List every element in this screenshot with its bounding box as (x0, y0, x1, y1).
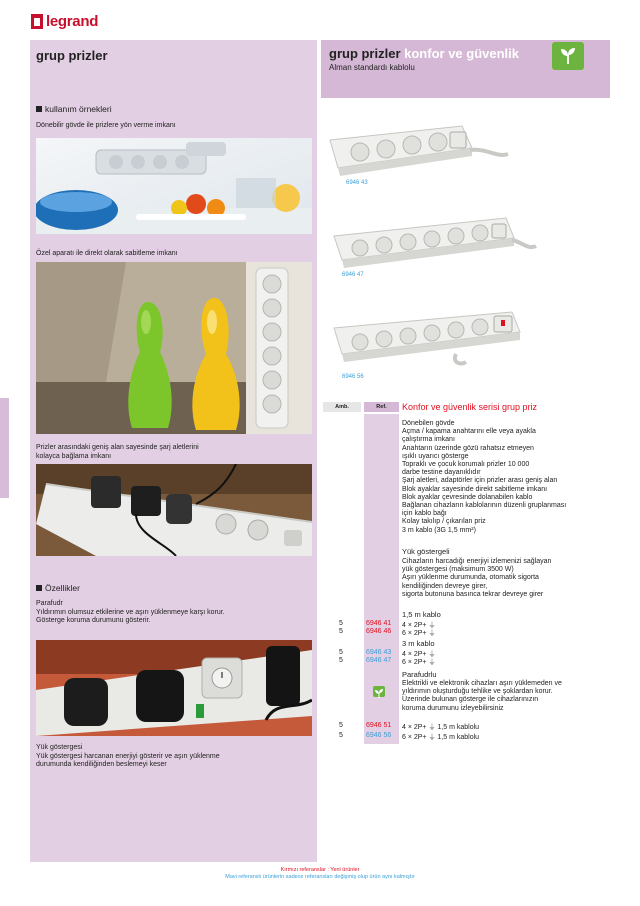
bullet-square-icon (36, 106, 42, 112)
desc-line: Blok ayaklar sayesinde direkt sabitleme imkanı (402, 485, 548, 493)
load-line: sigorta butonuna basınca tekrar devreye girer (402, 590, 544, 598)
photo-wall-mounted-strip (36, 262, 312, 434)
group2-heading: 3 m kablo (402, 639, 435, 648)
row-amb: 5 (339, 722, 343, 729)
row-amb: 5 (339, 620, 343, 627)
product-image-4-outlet (322, 118, 512, 185)
row-desc: 4 × 2P+ ⏚ 1,5 m kablolu (402, 724, 480, 731)
surge-line: yıldırımın oluşturduğu tehlike ve şoklardan korur. (402, 688, 553, 696)
feature-surge-title: Parafudr (36, 600, 63, 607)
row-amb: 5 (339, 628, 343, 635)
usage-heading-text: kullanım örnekleri (45, 104, 112, 114)
col-ref-header: Ref. (364, 402, 399, 412)
right-title-main: grup prizler (329, 46, 401, 61)
desc-line: Anahtarın üzerinde gözü rahatsız etmeyen (402, 444, 534, 452)
surge-heading: Parafudrlu (402, 670, 437, 679)
features-heading (36, 583, 80, 593)
desc-line: Bağlanan cihazların kablolarının düzenli gruplanması (402, 502, 567, 510)
feature-load-line1: Yük göstergesi harcanan enerjiyi gösterir ve aşırı yüklenme (36, 752, 220, 760)
footer-ref-change-note: Mavi referanslı ürünlerin sadece referansları değişmiş olup ürün aynı kalmıştır (225, 874, 415, 880)
row-amb: 5 (339, 732, 343, 739)
feature-load (36, 744, 286, 770)
row-amb: 5 (339, 649, 343, 656)
desc-line: için kablo bağı (402, 510, 447, 518)
right-title-accent: konfor ve güvenlik (404, 46, 520, 61)
load-heading: Yük göstergeli (402, 547, 450, 556)
feature-surge (36, 600, 286, 626)
product-image-6-outlet-surge (326, 302, 538, 373)
row-ref: 6946 51 (366, 722, 392, 729)
usage-heading (36, 104, 112, 114)
surge-line: koruma durumunu izleyebilirsiniz (402, 704, 504, 712)
bullet-square-icon (36, 585, 42, 591)
caption-rotating-body: Dönebilir gövde ile prizlere yön verme imkanı (36, 122, 176, 129)
table-title: Konfor ve güvenlik serisi grup priz (402, 402, 538, 412)
product-ref-3: 6946 56 (342, 374, 364, 380)
product-image-6-outlet (326, 210, 538, 277)
right-title (329, 46, 519, 61)
load-line: Cihazların harcadığı enerjiyi izlemenizi sağlayan (402, 558, 552, 565)
row-desc: 4 × 2P+ ⏚ (402, 651, 436, 658)
desc-line: 3 m kablo (3G 1,5 mm²) (402, 526, 476, 534)
feature-surge-line2: Gösterge koruma durumunu gösterir. (36, 617, 151, 624)
eco-leaf-icon (373, 686, 385, 697)
photo-indicator-closeup (36, 640, 312, 736)
caption-direct-fixing: Özel aparatı ile direkt olarak sabitleme imkanı (36, 250, 178, 257)
surge-line: Elektrikli ve elektronik cihazları aşırı yüklemeden ve (402, 680, 562, 687)
desc-line: Blok ayaklar çevresinde dolanabilen kablo (402, 493, 533, 501)
caption-wide-spacing-line1: Prizler arasındaki geniş alan sayesinde şarj aletlerini (36, 444, 199, 451)
row-desc: 6 × 2P+ ⏚ (402, 659, 436, 666)
brand-name: legrand (46, 13, 99, 30)
desc-line: Kolay takılıp / çıkarılan priz (402, 518, 486, 526)
surge-line: Üzerinde bulunan gösterge ile cihazlarınızın (402, 696, 539, 704)
row-desc: 6 × 2P+ ⏚ (402, 630, 436, 637)
row-ref: 6946 43 (366, 649, 392, 656)
desc-line: darbe testine dayanıklıdır (402, 469, 481, 477)
row-amb: 5 (339, 657, 343, 664)
footer-new-products-note: Kırmızı referanslar : Yeni ürünler (280, 867, 360, 873)
group1-heading: 1,5 m kablo (402, 610, 441, 619)
caption-wide-spacing-line2: kolayca bağlama imkanı (36, 452, 112, 460)
feature-load-line2: durumunda kendiliğinden beslemeyi keser (36, 761, 167, 768)
photo-kitchen-power-strip (36, 138, 312, 234)
caption-wide-spacing (36, 444, 286, 461)
feature-surge-line1: Yıldırımın olumsuz etkilerine ve aşırı yüklenmeye karşı korur. (36, 608, 225, 616)
product-ref-2: 6946 47 (342, 272, 364, 278)
photo-chargers-plugged (36, 464, 312, 556)
row-ref: 6946 46 (366, 628, 392, 635)
page-edge-tab (0, 398, 9, 498)
desc-line: Şarj aletleri, adaptörler için prizler arası geniş alan (402, 477, 558, 485)
features-heading-text: Özellikler (45, 583, 80, 593)
left-title: grup prizler (36, 48, 108, 63)
right-subtitle: Alman standardı kablolu (329, 63, 415, 72)
surge-description (402, 680, 617, 713)
eco-leaf-icon (552, 42, 584, 70)
row-ref: 6946 41 (366, 620, 392, 627)
desc-line: Topraklı ve çocuk korumalı prizler 10 000 (402, 461, 530, 469)
row-desc: 6 × 2P+ ⏚ 1,5 m kablolu (402, 734, 480, 741)
legrand-logo (31, 13, 98, 30)
load-line: kendiliğinden devreye girer, (402, 582, 488, 590)
row-ref: 6946 47 (366, 657, 392, 664)
desc-line: çalıştırma imkanı (402, 436, 455, 444)
load-line: Aşırı yüklenme durumunda, otomatik sigorta (402, 574, 539, 582)
product-description (402, 420, 617, 535)
product-ref-1: 6946 43 (346, 180, 368, 186)
load-description (402, 558, 617, 599)
desc-line: Açma / kapama anahtarını elle veya ayakla (402, 428, 536, 436)
load-line: yük göstergesi (maksimum 3500 W) (402, 566, 514, 574)
row-desc: 4 × 2P+ ⏚ (402, 622, 436, 629)
row-ref: 6946 56 (366, 732, 392, 739)
feature-load-title: Yük göstergesi (36, 744, 83, 751)
col-amb-header: Amb. (323, 402, 361, 412)
legrand-logo-mark (31, 14, 43, 29)
desc-line: Dönebilen gövde (402, 420, 455, 427)
desc-line: ışıklı uyarıcı gösterge (402, 452, 469, 460)
